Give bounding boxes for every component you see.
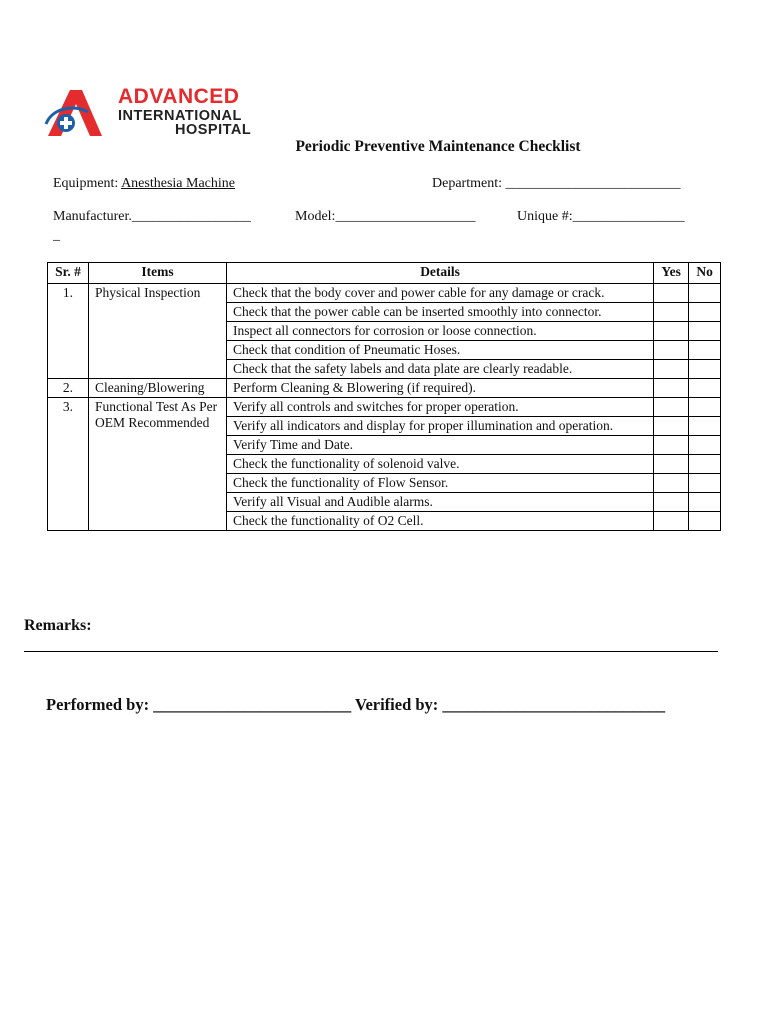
yes-cell[interactable] [654, 284, 689, 303]
logo-line-3: HOSPITAL [175, 122, 252, 138]
no-cell[interactable] [689, 398, 721, 417]
page-title: Periodic Preventive Maintenance Checklist [295, 138, 581, 155]
row-sr: 3. [48, 398, 89, 531]
no-cell[interactable] [689, 360, 721, 379]
row-detail: Check that the power cable can be inserted smoothly into connector. [227, 303, 654, 322]
no-cell[interactable] [689, 379, 721, 398]
yes-cell[interactable] [654, 341, 689, 360]
no-cell[interactable] [689, 303, 721, 322]
equipment-field [53, 176, 235, 192]
header-details: Details [227, 263, 654, 284]
manufacturer-field: Manufacturer._________________ [53, 209, 251, 224]
no-cell[interactable] [689, 341, 721, 360]
row-item: Physical Inspection [88, 284, 226, 379]
row-item: Functional Test As Per OEM Recommended [88, 398, 226, 531]
header-yes: Yes [654, 263, 689, 284]
no-cell[interactable] [689, 512, 721, 531]
no-cell[interactable] [689, 322, 721, 341]
no-cell[interactable] [689, 436, 721, 455]
yes-cell[interactable] [654, 379, 689, 398]
department-field: Department: _________________________ [432, 176, 681, 191]
yes-cell[interactable] [654, 512, 689, 531]
yes-cell[interactable] [654, 493, 689, 512]
row-detail: Check the functionality of O2 Cell. [227, 512, 654, 531]
row-detail: Inspect all connectors for corrosion or loose connection. [227, 322, 654, 341]
table-row [48, 379, 721, 398]
row-detail: Verify all controls and switches for proper operation. [227, 398, 654, 417]
header-sr: Sr. # [48, 263, 89, 284]
yes-cell[interactable] [654, 417, 689, 436]
header-no: No [689, 263, 721, 284]
logo-line-1: ADVANCED [118, 85, 240, 108]
table-header-row [48, 263, 721, 284]
yes-cell[interactable] [654, 322, 689, 341]
hospital-logo-mark-icon [44, 86, 104, 138]
row-detail: Verify Time and Date. [227, 436, 654, 455]
row-item: Cleaning/Blowering [88, 379, 226, 398]
row-detail: Verify all indicators and display for proper illumination and operation. [227, 417, 654, 436]
no-cell[interactable] [689, 455, 721, 474]
row-detail: Check that the body cover and power cable for any damage or crack. [227, 284, 654, 303]
no-cell[interactable] [689, 417, 721, 436]
yes-cell[interactable] [654, 436, 689, 455]
remarks-line[interactable] [24, 651, 718, 652]
row-detail: Check the functionality of Flow Sensor. [227, 474, 654, 493]
yes-cell[interactable] [654, 474, 689, 493]
row-detail: Check that condition of Pneumatic Hoses. [227, 341, 654, 360]
no-cell[interactable] [689, 284, 721, 303]
logo-line-2: INTERNATIONAL [118, 108, 242, 124]
row-sr: 1. [48, 284, 89, 379]
yes-cell[interactable] [654, 455, 689, 474]
no-cell[interactable] [689, 493, 721, 512]
unique-id-field: Unique #:________________ [517, 209, 685, 224]
equipment-label: Equipment: [53, 176, 122, 191]
header-items: Items [88, 263, 226, 284]
model-field: Model:____________________ [295, 209, 476, 224]
no-cell[interactable] [689, 474, 721, 493]
equipment-value: Anesthesia Machine [121, 176, 235, 191]
row-sr: 2. [48, 379, 89, 398]
table-row [48, 398, 721, 417]
field-wrap-dash: _ [53, 228, 60, 243]
row-detail: Verify all Visual and Audible alarms. [227, 493, 654, 512]
signature-line: Performed by: ________________________ Verified by: ___________________________ [46, 695, 666, 714]
hospital-logo-text [118, 86, 251, 137]
yes-cell[interactable] [654, 398, 689, 417]
row-detail: Check that the safety labels and data plate are clearly readable. [227, 360, 654, 379]
table-row [48, 284, 721, 303]
hospital-logo [44, 86, 276, 138]
yes-cell[interactable] [654, 360, 689, 379]
row-detail: Perform Cleaning & Blowering (if required). [227, 379, 654, 398]
remarks-label: Remarks: [24, 617, 92, 634]
yes-cell[interactable] [654, 303, 689, 322]
row-detail: Check the functionality of solenoid valve. [227, 455, 654, 474]
checklist-table [47, 262, 721, 531]
